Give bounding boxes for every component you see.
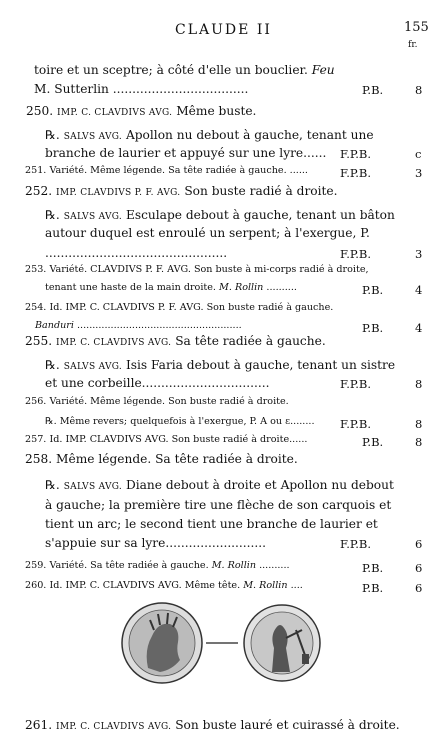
entry-line [45, 517, 378, 531]
price-grade: P.B. [362, 83, 384, 97]
entry-text: autour duquel est enroulé un serpent; à l'exergue, P. [45, 226, 370, 240]
reverse-mark: ℞. [45, 358, 60, 372]
reverse-mark: ℞. [45, 208, 60, 222]
rarity-index: c [415, 147, 422, 161]
entry-text: toire et un sceptre; à côté d'elle un bouclier. [34, 63, 308, 77]
reverse-coin [244, 605, 320, 681]
dot-leader: ................................... [112, 82, 249, 96]
entry-text: Diane debout à droite et Apollon nu debout [125, 478, 394, 492]
dot-leader: .......... [259, 560, 290, 571]
entry-line [34, 82, 248, 96]
entry-text: M. Sutterlin [34, 82, 109, 96]
coin-legend: SALVS AVG. [63, 482, 123, 492]
price-grade: P.B. [362, 581, 384, 595]
coin-legend: SALVS AVG. [63, 212, 123, 222]
entry-text-italic: Feu [311, 63, 335, 77]
coin-legend: SALVS AVG. [63, 132, 123, 142]
reverse-mark: ℞. [45, 478, 60, 492]
rarity-index: 3 [415, 166, 423, 180]
obverse-coin [122, 603, 202, 683]
coin-legend: SALVS AVG. [63, 362, 123, 372]
entry-text: Son buste radié à droite. [184, 184, 338, 198]
price-grade: F.P.B. [340, 537, 372, 551]
entry-text: Variété. Même légende. Sa tête radiée à gauche. ...... [49, 165, 308, 176]
entry-line [25, 452, 298, 466]
entry-text: Variété. Sa tête radiée à gauche. [49, 560, 209, 571]
rarity-index: 4 [415, 283, 423, 297]
entry-line [25, 434, 307, 445]
entry-text: Id. IMP. CLAVDIVS AVG. Son buste radié à droite...... [49, 434, 308, 445]
entry-line [25, 560, 290, 571]
entry-text: s'appuie sur sa lyre.......................... [45, 536, 267, 550]
entry-number: 261. [25, 718, 53, 732]
entry-line [45, 358, 395, 372]
entry-line [25, 302, 333, 313]
entry-text: Apollon nu debout à gauche, tenant une [125, 128, 374, 142]
coin-legend: IMP. C. CLAVDIVS AVG. [56, 722, 172, 732]
entry-number: 250. [26, 104, 54, 118]
entry-line [34, 63, 335, 77]
entry-line [45, 282, 297, 293]
rarity-index: 8 [415, 417, 423, 431]
dot-leader: .... [290, 580, 303, 591]
price-grade: F.P.B. [340, 247, 372, 261]
rarity-index: 8 [415, 435, 423, 449]
entry-number: 258. [25, 452, 53, 466]
entry-text: Même légende. Sa tête radiée à droite. [56, 452, 298, 466]
entry-line [45, 376, 270, 390]
collection-name: M. Rollin [243, 580, 288, 591]
rarity-index: 8 [415, 83, 423, 97]
rarity-index: 6 [415, 581, 423, 595]
collection-name: M. Rollin [211, 560, 257, 571]
entry-text: tenant une haste de la main droite. [45, 282, 216, 293]
rarity-index: 8 [415, 377, 423, 391]
entry-line [25, 580, 303, 591]
entry-line [45, 128, 374, 142]
price-grade: F.P.B. [340, 166, 372, 180]
entry-line [25, 264, 369, 275]
price-grade: P.B. [362, 321, 384, 335]
entry-text: à gauche; la première tire une flèche de son carquois et [45, 498, 392, 512]
coin-legend: IMP. C. CLAVDIVS AVG. [57, 108, 173, 118]
entry-text: Id. IMP. C. CLAVDIVS P. F. AVG. Son buste radié à gauche. [49, 302, 334, 313]
coin-illustration [120, 600, 330, 686]
entry-number: 253. [25, 264, 47, 275]
entry-text: tient un arc; le second tient une branche de laurier et [45, 517, 378, 531]
entry-line [45, 498, 391, 512]
collection-name: Banduri [35, 320, 74, 331]
entry-number: 252. [25, 184, 53, 198]
entry-number: 257. [25, 434, 47, 445]
price-grade: F.P.B. [340, 147, 372, 161]
rarity-index: 6 [415, 537, 423, 551]
entry-text: ............................................... [45, 246, 228, 260]
entry-line [25, 718, 400, 732]
entry-line [45, 246, 227, 260]
reverse-mark: ℞. [45, 416, 57, 427]
entry-text: Même buste. [176, 104, 257, 118]
price-grade: F.P.B. [340, 417, 372, 431]
rarity-index: 6 [415, 561, 423, 575]
entry-text: Variété. CLAVDIVS P. F. AVG. Son buste à mi-corps radié à droite, [49, 264, 369, 275]
entry-number: 255. [25, 334, 53, 348]
entry-line [25, 184, 338, 198]
entry-text: Esculape debout à gauche, tenant un bâton [125, 208, 395, 222]
rarity-index: 3 [415, 247, 423, 261]
entry-line [25, 165, 308, 176]
coin-legend: IMP. C. CLAVDIVS AVG. [56, 338, 172, 348]
entry-line [45, 226, 370, 240]
entry-text: Même revers; quelquefois à l'exergue, P. A ou ε........ [59, 416, 315, 427]
entry-line [25, 334, 326, 348]
price-grade: P.B. [362, 561, 384, 575]
entry-line [45, 416, 315, 427]
price-grade: F.P.B. [340, 377, 372, 391]
collection-name: M. Rollin [219, 282, 264, 293]
rarity-index: 4 [415, 321, 423, 335]
price-grade: P.B. [362, 435, 384, 449]
entry-text: Isis Faria debout à gauche, tenant un sistre [125, 358, 396, 372]
column-label: fr. [408, 40, 418, 50]
entry-number: 259. [25, 560, 47, 571]
entry-line [26, 104, 256, 118]
entry-text: Variété. Même légende. Son buste radié à droite. [49, 396, 289, 407]
entry-text: Id. IMP. C. CLAVDIVS AVG. Même tête. [49, 580, 241, 591]
entry-number: 260. [25, 580, 47, 591]
entry-line [45, 208, 395, 222]
entry-line [45, 146, 326, 160]
entry-line [25, 396, 289, 407]
running-head-title: CLAUDE II [175, 22, 272, 38]
entry-number: 256. [25, 396, 47, 407]
entry-text: et une corbeille................................. [45, 376, 270, 390]
price-grade: P.B. [362, 283, 384, 297]
entry-line [35, 320, 242, 331]
entry-line [45, 478, 394, 492]
coin-legend: IMP. CLAVDIVS P. F. AVG. [56, 188, 181, 198]
entry-text: branche de laurier et appuyé sur une lyre...... [45, 146, 327, 160]
dot-leader: .......... [266, 282, 297, 293]
entry-text: Son buste lauré et cuirassé à droite. [175, 718, 400, 732]
dot-leader: ...................................................... [77, 320, 242, 331]
entry-text: Sa tête radiée à gauche. [175, 334, 326, 348]
entry-line [45, 536, 266, 550]
entry-number: 254. [25, 302, 47, 313]
entry-number: 251. [25, 165, 47, 176]
page-number: 155 [404, 20, 429, 35]
reverse-mark: ℞. [45, 128, 60, 142]
